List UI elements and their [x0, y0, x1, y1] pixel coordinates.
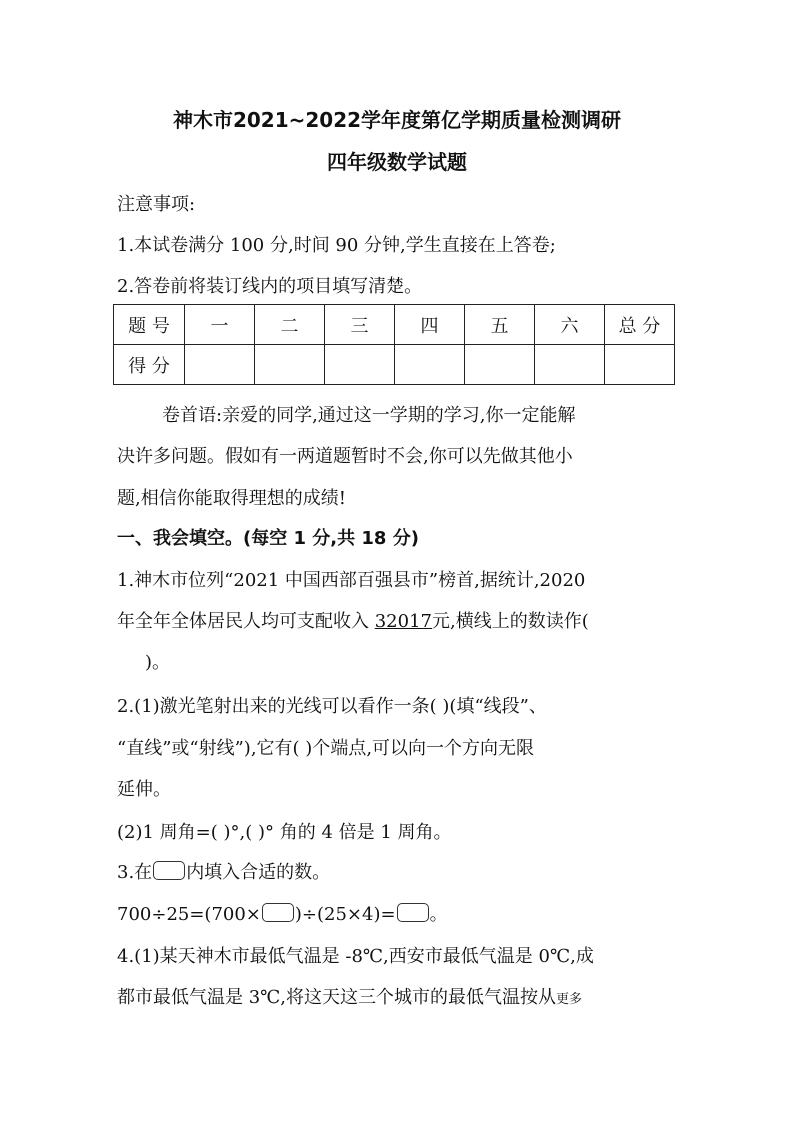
q4-line-2: [117, 983, 582, 1009]
notice-item-1: 1.本试卷满分 100 分,时间 90 分钟,学生直接在上答卷;: [117, 235, 556, 256]
more-link[interactable]: 更多: [556, 992, 583, 1007]
exam-subtitle: 四年级数学试题: [327, 150, 467, 174]
score-cell-3: 三: [325, 305, 395, 345]
q2-part-2: (2)1 周角=( )°,( )° 角的 4 倍是 1 周角。: [117, 822, 452, 843]
score-cell-total: 总 分: [605, 305, 675, 345]
score-input-1[interactable]: [185, 345, 255, 385]
score-cell-label: 题 号: [114, 305, 185, 345]
score-cell-6: 六: [535, 305, 605, 345]
score-input-2[interactable]: [255, 345, 325, 385]
score-input-5[interactable]: [465, 345, 535, 385]
q1-text-post: 元,横线上的数读作(: [432, 611, 589, 632]
score-cell-5: 五: [465, 305, 535, 345]
q1-text-pre: 年全年全体居民人均可支配收入: [117, 611, 375, 632]
preface-line-1: 卷首语:亲爱的同学,通过这一学期的学习,你一定能解: [162, 405, 576, 426]
q2-line-3: 延伸。: [117, 779, 171, 800]
score-table: [113, 304, 675, 385]
score-row-label: 得 分: [114, 345, 185, 385]
q4-line-1: 4.(1)某天神木市最低气温是 -8℃,西安市最低气温是 0℃,成: [117, 946, 594, 967]
answer-box-2[interactable]: [397, 903, 429, 922]
q1-line-3: )。: [145, 652, 171, 673]
q4-text: 都市最低气温是 3℃,将这天这三个城市的最低气温按从: [117, 987, 557, 1008]
score-input-total[interactable]: [605, 345, 675, 385]
notice-item-2: 2.答卷前将装订线内的项目填写清楚。: [117, 276, 423, 297]
q3-equation: [117, 900, 448, 926]
q2-line-1: 2.(1)激光笔射出来的光线可以看作一条( )(填“线段”、: [117, 696, 547, 717]
score-input-4[interactable]: [395, 345, 465, 385]
q3-eq-mid: )÷(25×4)=: [294, 904, 396, 925]
q2-line-2: “直线”或“射线”),它有( )个端点,可以向一个方向无限: [117, 738, 535, 759]
q3-eq-pre: 700÷25=(700×: [117, 904, 261, 925]
score-cell-4: 四: [395, 305, 465, 345]
q3-pre: 3.在: [117, 862, 153, 883]
score-table-score-row: [114, 345, 675, 385]
score-input-3[interactable]: [325, 345, 395, 385]
score-input-6[interactable]: [535, 345, 605, 385]
q1-underlined-number: 32017: [374, 611, 432, 632]
q1-line-2: [117, 607, 589, 633]
score-cell-2: 二: [255, 305, 325, 345]
section-1-heading: 一、我会填空。(每空 1 分,共 18 分): [117, 528, 419, 549]
q3-eq-post: 。: [429, 904, 448, 925]
answer-box-example: [153, 861, 185, 880]
preface-line-3: 题,相信你能取得理想的成绩!: [117, 488, 346, 509]
q1-line-1: 1.神木市位列“2021 中国西部百强县市”榜首,据统计,2020: [117, 570, 586, 591]
notice-heading: 注意事项:: [117, 194, 196, 215]
preface-line-2: 决许多问题。假如有一两道题暂时不会,你可以先做其他小: [117, 446, 573, 467]
score-cell-1: 一: [185, 305, 255, 345]
q3-post: 内填入合适的数。: [186, 862, 331, 883]
answer-box-1[interactable]: [262, 903, 294, 922]
score-table-header-row: [114, 305, 675, 345]
q3-instruction: [117, 858, 330, 884]
exam-title: 神木市2021~2022学年度第亿学期质量检测调研: [172, 108, 622, 132]
